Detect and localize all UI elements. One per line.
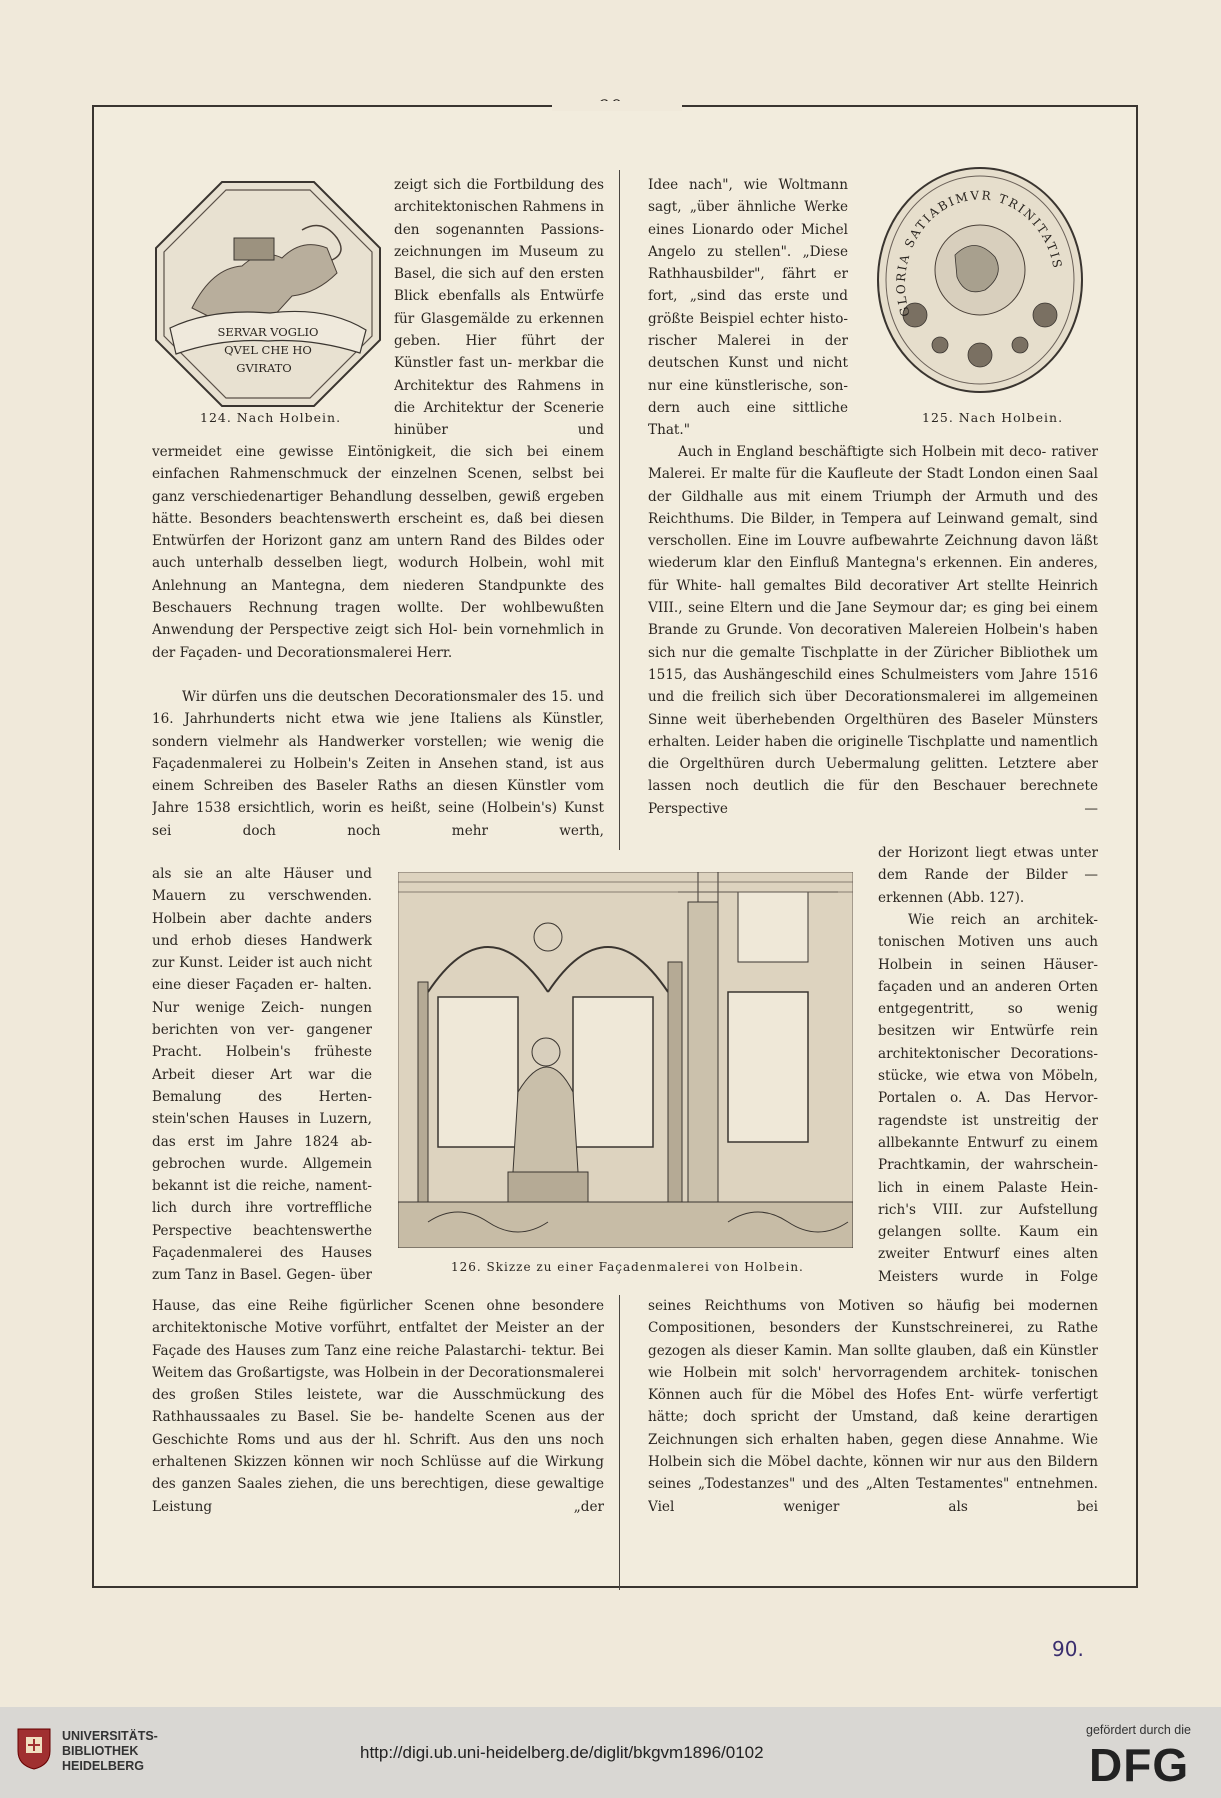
- handwritten-page-number: 90.: [1052, 1637, 1084, 1661]
- col1-para2: Wir dürfen uns die deutschen Decorationsmaler des 15. und 16. Jahrhunderts nicht etwa wie jene Italiens als Künstler, sondern vielmehr als Handwerker vorstellen; wie wenig die Façadenmalerei zu Holbein's Zeiten in Ansehen stand, ist aus einem Schreiben des Baseler Raths an diesen Künstler vom Jahre 1538 ersichtlich, worin es heißt, seine (Holbein's) Kunst sei doch noch mehr werth,: [152, 689, 604, 839]
- figure-125-medal: [875, 165, 1085, 395]
- medal-125-inscription: GLORIA SATIABIMVR TRINITATIS: [893, 188, 1065, 319]
- figure-126-caption: 126. Skizze zu einer Façadenmalerei von Holbein.: [451, 1260, 804, 1274]
- col1-wrap-text: als sie an alte Häuser und Mauern zu verschwenden. Holbein aber dachte anders und erhob dieses Handwerk zur Kunst. Leider ist auch nicht eine dieser Façaden er- halten. Nur wenige Zeich- nungen berichten von ver- gangener Pracht. Holbein's früheste Arbeit dieser Art war die Bemalung des Herten- stein'schen Hauses in Luzern, das erst im Jahre 1824 ab- gebrochen wurde. Allgemein bekannt ist die reiche, nament- lich durch ihre vortreffliche Perspective beachtenswerthe Façadenmalerei des Hauses zum Tanz in Basel. Gegen- über: [152, 866, 372, 1284]
- col1-top-text: zeigt sich die Fortbildung des architektonischen Rahmens in den sogenannten Passions- zeichnungen im Museum zu Basel, die sich auf den ersten Blick ebenfalls als Entwürfe für Glasgemälde zu erkennen geben. Hier führt der Künstler fast un- merkbar die Architektur des Rahmens in die Architektur der Scenerie hinüber und: [394, 177, 604, 439]
- figure-124-medal: [152, 178, 384, 410]
- figure-124-caption: 124. Nach Holbein.: [200, 410, 342, 425]
- col2-para1: Auch in England beschäftigte sich Holbein mit deco- rativer Malerei. Er malte für die Kaufleute der Stadt London einen Saal der Gildhalle aus mit einem Triumph der Armuth und des Reichthums. Die Bilder, in Tempera auf Leinwand gemalt, sind verschollen. Eine im Louvre aufbewahrte Zeichnung davon läßt wiederum klar den Einfluß Mantegna's erkennen. Ein anderes, für White- hall gemaltes Bild decorativer Art stellte Heinrich VIII., seine Eltern und die Jane Seymour dar; es ging bei einem Brande zu Grunde. Von decorativen Malereien Holbein's haben sich nur die gemalte Tischplatte in der Züricher Bibliothek um 1515, das Aushängeschild eines Schulmeisters vom Jahre 1516 und die freilich sich über Decorationsmalerei im allgemeinen Sinne weit überhebenden Orgelthüren des Baseler Münsters erhalten. Leider haben die originelle Tischplatte und namentlich die Orgelthüren durch Uebermalung gelitten. Letztere aber lassen noch deutlich die für den Beschauer berechnete Perspective —: [648, 444, 1098, 817]
- col2-bottom-text: seines Reichthums von Motiven so häufig bei modernen Compositionen, besonders der Kunstschreinerei, zu Rathe gezogen als dieser Kamin. Man sollte glauben, daß ein Künstler wie Holbein mit solch' hervorragendem architek- tonischen Können auch für die Möbel des Hofes Ent- würfe verfertigt hätte; doch spricht der Umstand, daß keine derartigen Zeichnungen sich erhalten haben, gegen diese Annahme. Wie Holbein sich die Möbel dachte, können wir nur aus den Bildern seines „Todestanzes" und des „Alten Testamentes" entnehmen. Viel weniger als bei: [648, 1298, 1098, 1515]
- col1-para1: vermeidet eine gewisse Eintönigkeit, die sich bei einem einfachen Rahmenschmuck der einzelnen Scenen, selbst bei ganz verschiedenartiger Behandlung desselben, gewiß ergeben hätte. Besonders beachtenswerth erscheint es, daß bei diesen Entwürfen der Horizont ganz am untern Rand des Bildes oder auch unterhalb desselben liegt, wodurch Holbein, wohl mit Anlehnung an Mantegna, dem niederen Standpunkte des Beschauers Rechnung tragen wollte. Der wohlbewußten Anwendung der Perspective zeigt sich Hol- bein vornehmlich in der Façaden- und Decorationsmalerei Herr.: [152, 444, 604, 661]
- col1-bottom-text: Hause, das eine Reihe figürlicher Scenen ohne besondere architektonische Motive vorführt, entfaltet der Meister an der Façade des Hauses zum Tanz eine reiche Palastarchi- tektur. Bei Weitem das Großartigste, was Holbein in der Decorationsmalerei des großen Stiles leistete, war die Ausschmückung des Rathhaussaales zu Basel. Sie be- handelte Scenen aus der Geschichte Roms und aus der hl. Schrift. Aus den uns noch erhaltenen Skizzen können wir noch Schlüsse auf die Wirkung des ganzen Saales ziehen, die uns berechtigen, diese gewaltige Leistung „der: [152, 1298, 604, 1515]
- university-seal-icon: [14, 1725, 54, 1776]
- medal-124-line1: SERVAR VOGLIO: [217, 325, 319, 339]
- source-url-link[interactable]: http://digi.ub.uni-heidelberg.de/diglit/bkgvm1896/0102: [360, 1743, 764, 1762]
- medal-124-line2: QVEL CHE HO: [224, 343, 312, 357]
- funded-by-label: gefördert durch die: [1086, 1723, 1191, 1737]
- col2-wrap-para2: Wie reich an architek- tonischen Motiven uns auch Holbein in seinen Häuser- façaden und an anderen Orten entgegentritt, so wenig besitzen wir Entwürfe rein architektonischer Decorations- stücke, wie etwa von Möbeln, Portalen o. A. Das Hervor- ragendste ist unstreitig der allbekannte Entwurf zu einem Prachtkamin, der wahrschein- lich in einem Palaste Hein- rich's VIII. zur Aufstellung gelangen sollte. Kaum ein zweiter Entwurf eines alten Meisters wurde in Folge: [878, 912, 1098, 1285]
- col2-wrap-text: der Horizont liegt etwas unter dem Rande der Bilder — erkennen (Abb. 127).: [878, 845, 1098, 906]
- university-library-name: UNIVERSITÄTS- BIBLIOTHEK HEIDELBERG: [62, 1729, 158, 1773]
- col2-top-text: Idee nach", wie Woltmann sagt, „über ähnliche Werke eines Lionardo oder Michel Angelo zu stellen". „Diese Rathhausbilder", fährt er fort, „sind das erste und größte Beispiel echter histo- rischer Malerei in der deutschen Kunst und nicht nur eine künstlerische, son- dern auch eine sittliche That.": [648, 177, 848, 439]
- dfg-logo: DFG: [1089, 1739, 1190, 1791]
- footer-bar: [0, 1707, 1221, 1798]
- figure-126-sketch: [398, 872, 853, 1248]
- figure-125-caption: 125. Nach Holbein.: [922, 410, 1064, 425]
- medal-124-line3: GVIRATO: [236, 361, 292, 375]
